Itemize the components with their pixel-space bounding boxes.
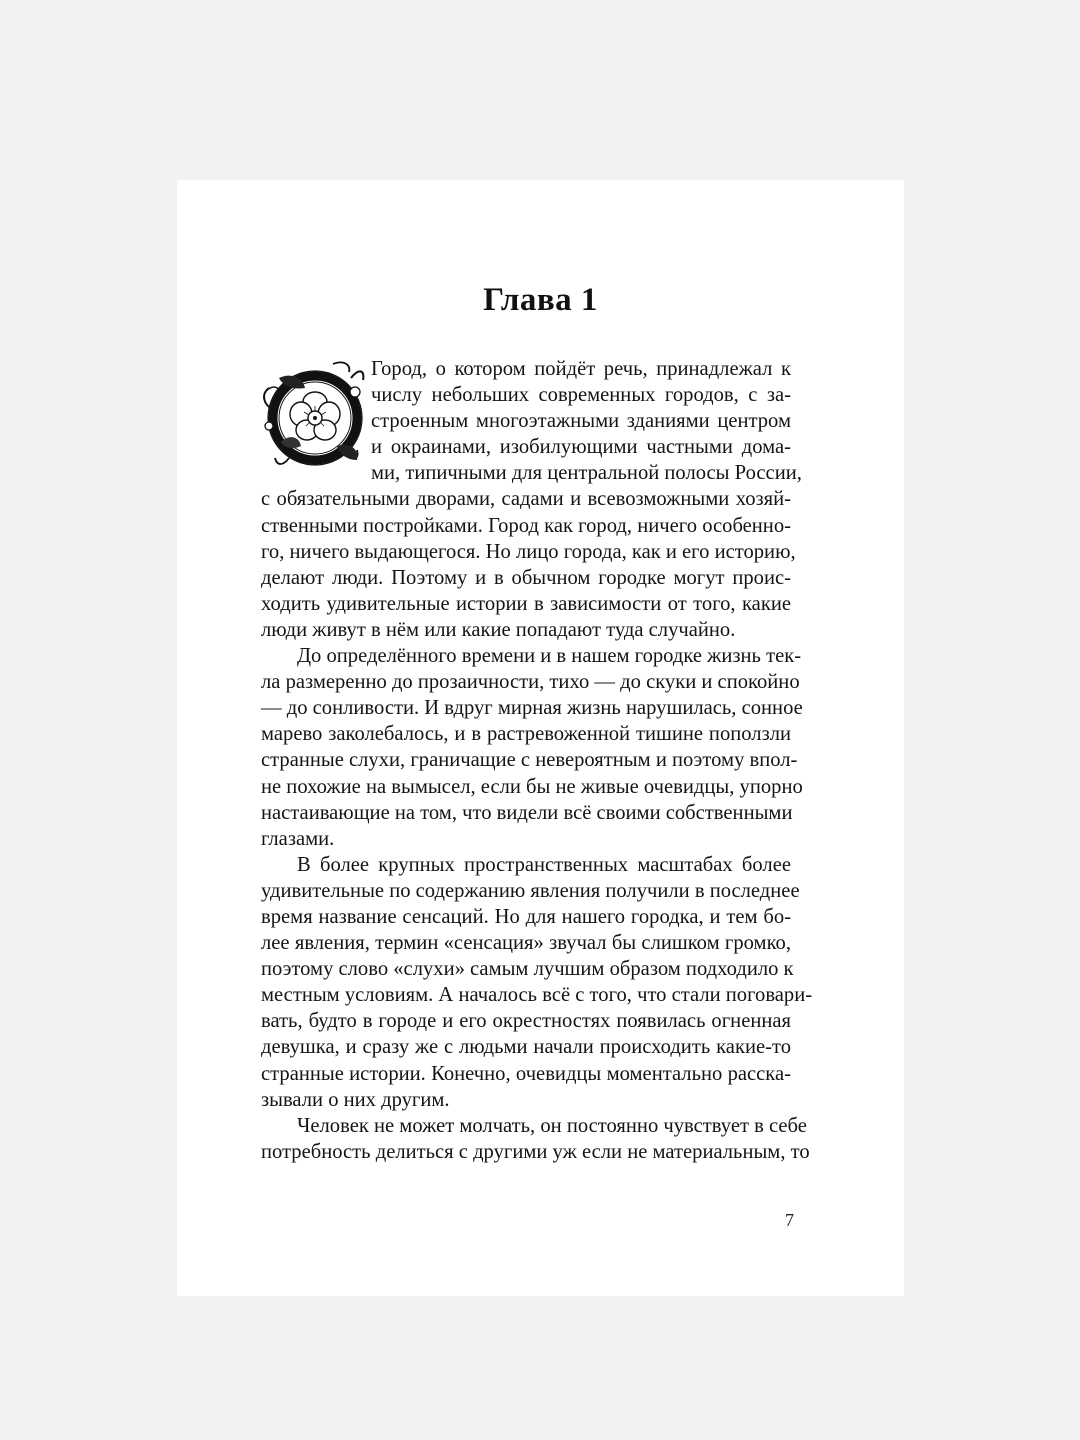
text-line: го, ничего выдающегося. Но лицо города, как и его историю, — [261, 540, 796, 563]
text-line: ми, типичными для центральной полосы России, — [371, 462, 802, 485]
chapter-body — [261, 356, 813, 1165]
text-line: — до сонливости. И вдруг мирная жизнь нарушилась, сонное — [261, 697, 803, 720]
text-line: и окраинами, изобилующими частными дома- — [371, 436, 791, 459]
page-number: 7 — [785, 1210, 794, 1230]
text-line: Город, о котором пойдёт речь, принадлежал к — [371, 358, 791, 380]
text-line: странные истории. Конечно, очевидцы моментально расска- — [261, 1062, 791, 1085]
text-line: люди живут в нём или какие попадают туда случайно. — [261, 618, 736, 641]
paragraph-1 — [261, 356, 802, 643]
text-line: глазами. — [261, 827, 335, 850]
text-line: вать, будто в городе и его окрестностях появилась огненная — [261, 1010, 791, 1033]
text-line: настаивающие на том, что видели всё своими собственными — [261, 801, 793, 824]
text-line: зывали о них другим. — [261, 1088, 450, 1111]
text-line: не похожие на вымысел, если бы не живые очевидцы, упорно — [261, 775, 803, 798]
text-line: время название сенсаций. Но для нашего городка, и тем бо- — [261, 905, 791, 928]
text-line: До определённого времени и в нашем городке жизнь тек- — [297, 645, 802, 668]
paragraph-3 — [261, 852, 813, 1113]
text-line: с обязательными дворами, садами и всевозможными хозяй- — [261, 488, 791, 511]
text-line: ственными постройками. Город как город, ничего особенно- — [261, 514, 791, 537]
text-line: поэтому слово «слухи» самым лучшим образом подходило к — [261, 958, 794, 981]
text-line: девушка, и сразу же с людьми начали происходить какие-то — [261, 1036, 791, 1059]
text-line: лее явления, термин «сенсация» звучал бы слишком громко, — [261, 932, 791, 955]
paragraph-2 — [261, 643, 803, 852]
chapter-title: Глава 1 — [483, 282, 598, 318]
text-line: удивительные по содержанию явления получили в последнее — [261, 879, 800, 902]
text-line: местным условиям. А началось всё с того, что стали поговари- — [261, 984, 813, 1007]
text-line: потребность делиться с другими уж если не материальным, то — [261, 1140, 810, 1163]
text-line: Человек не может молчать, он постоянно чувствует в себе — [297, 1114, 807, 1137]
text-line: делают люди. Поэтому и в обычном городке могут проис- — [261, 566, 791, 589]
text-line: ла размеренно до прозаичности, тихо — до скуки и спокойно — [261, 671, 800, 694]
text-line: числу небольших современных городов, с за- — [371, 384, 791, 407]
book-page — [177, 180, 904, 1296]
text-line: марево заколебалось, и в растревоженной тишине поползли — [261, 723, 791, 746]
text-line: ходить удивительные истории в зависимости от того, какие — [261, 592, 791, 615]
text-line: строенным многоэтажными зданиями центром — [371, 410, 791, 433]
text-line: странные слухи, граничащие с невероятным и поэтому впол- — [261, 749, 798, 772]
paragraph-4 — [261, 1113, 810, 1165]
text-line: В более крупных пространственных масштабах более — [297, 853, 791, 876]
